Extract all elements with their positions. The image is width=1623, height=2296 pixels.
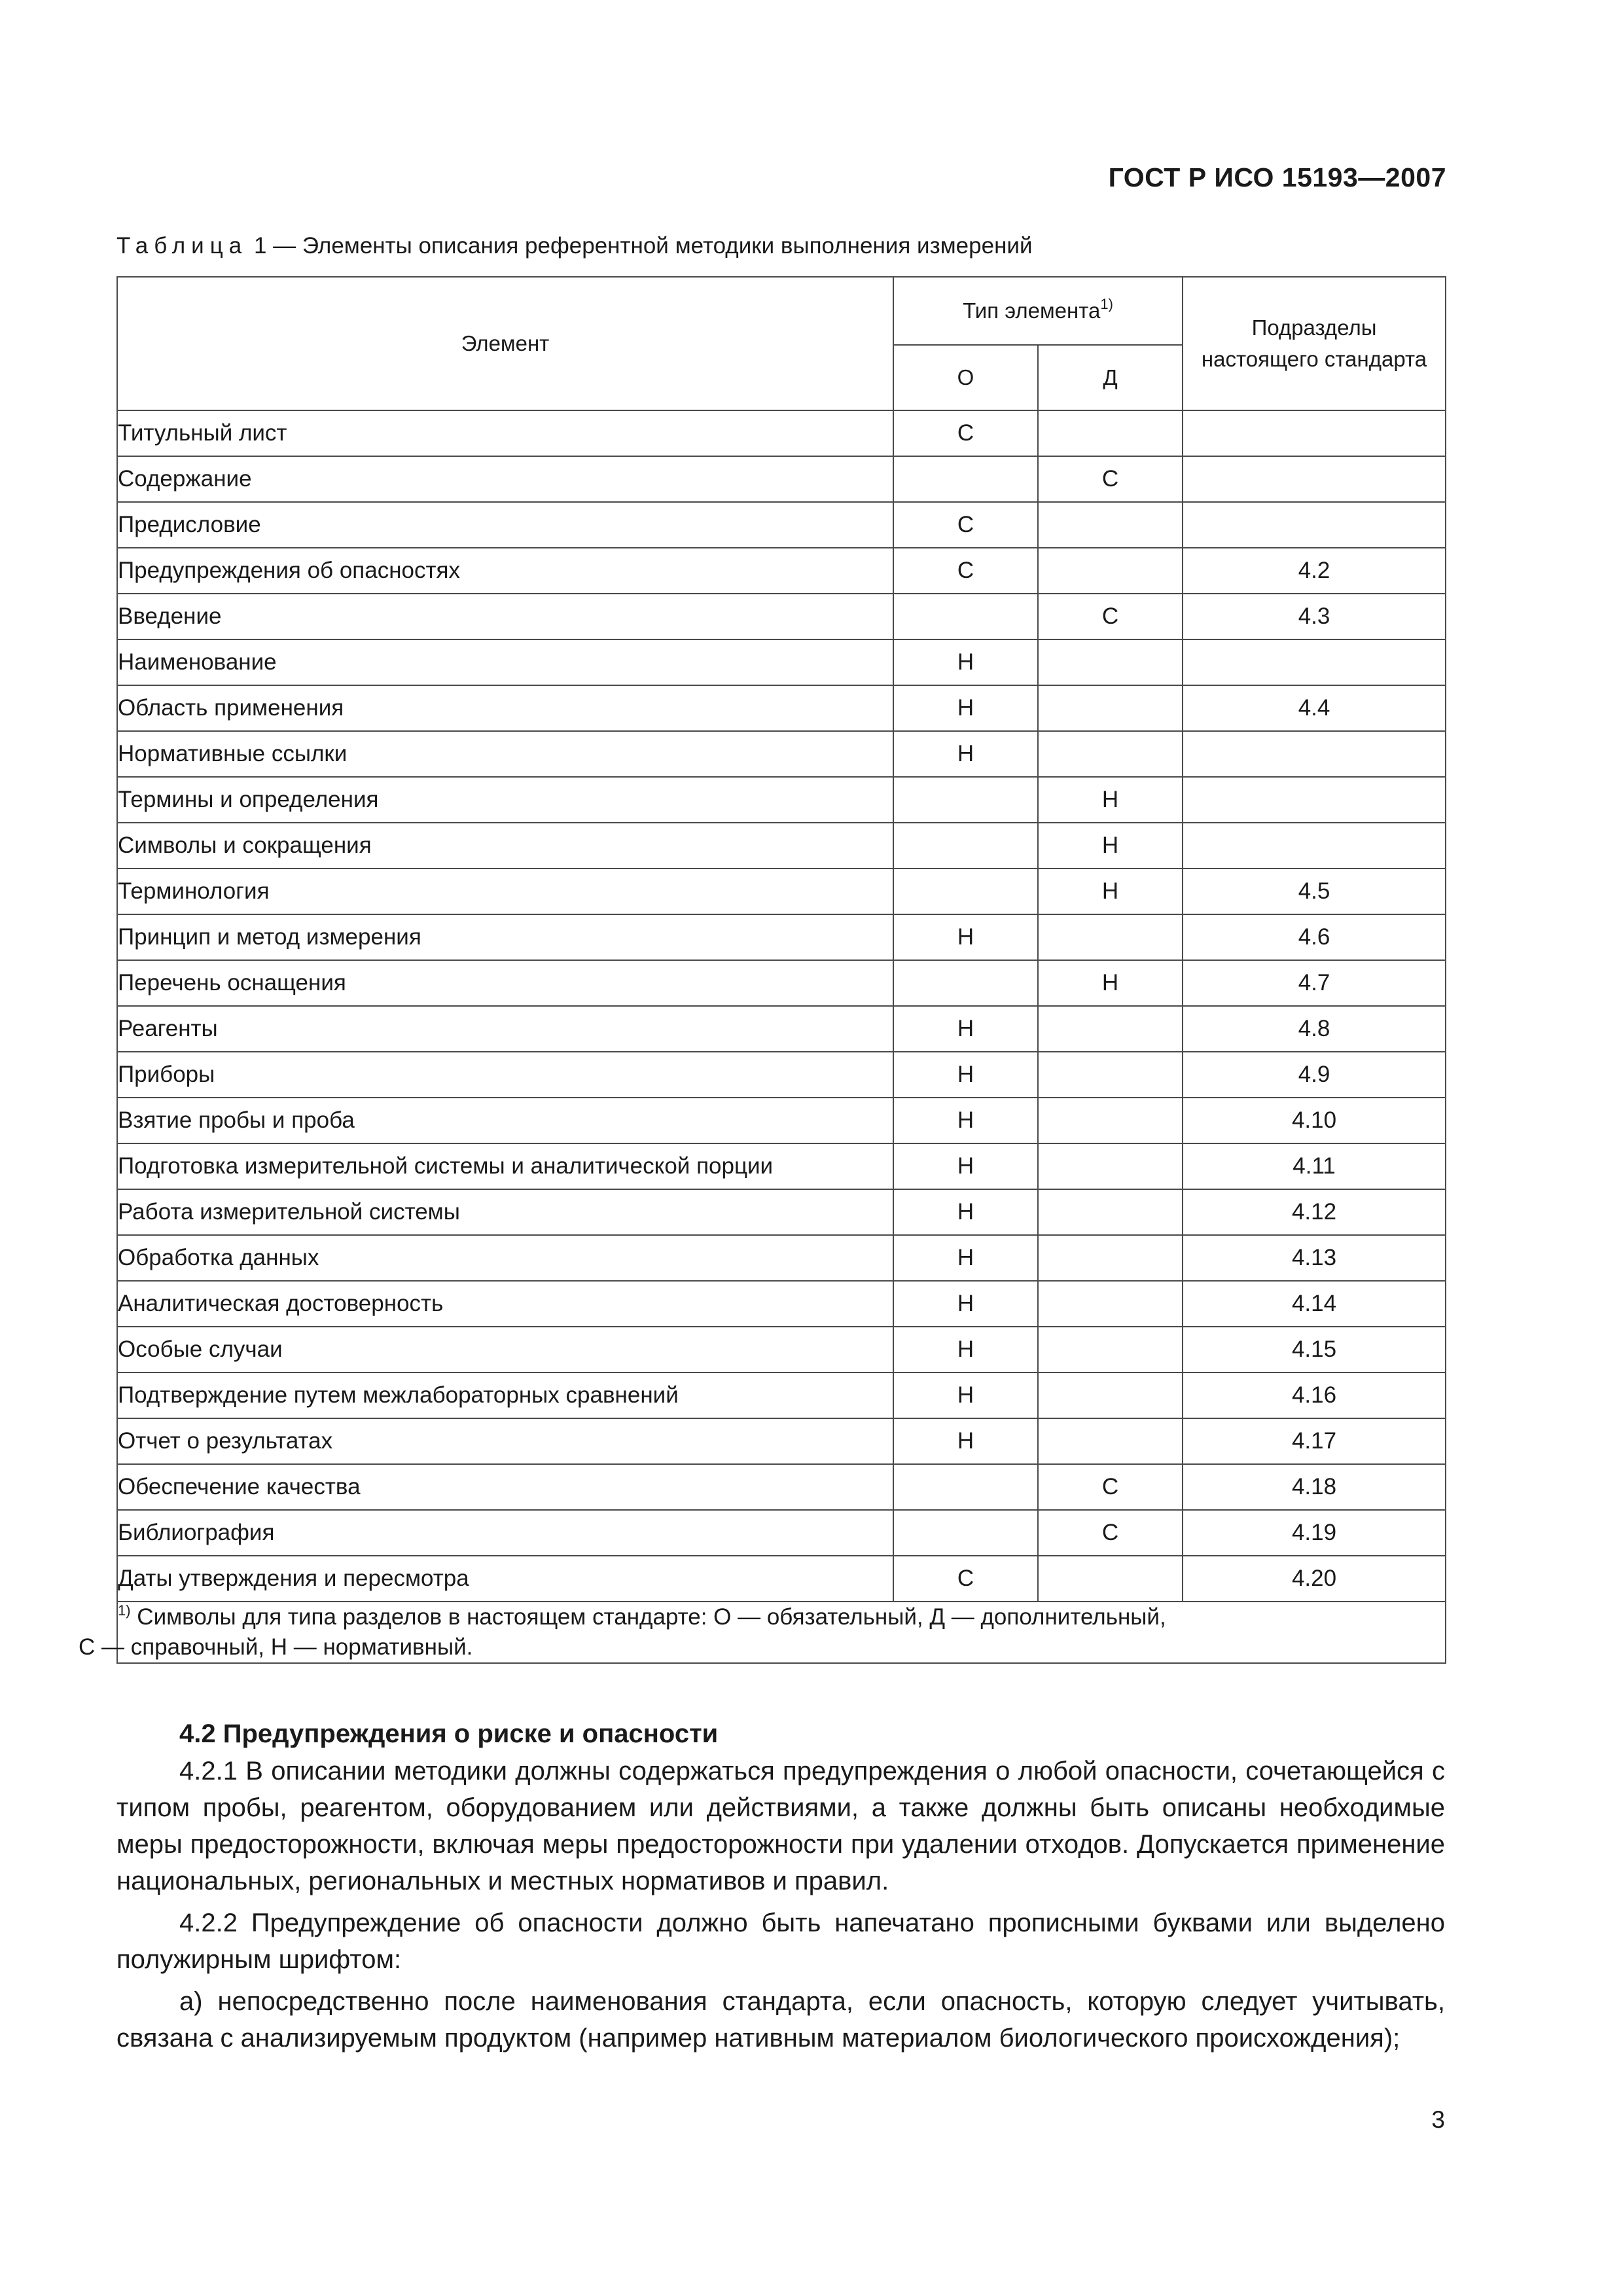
cell-type-o xyxy=(893,869,1038,914)
cell-subsection: 4.3 xyxy=(1183,594,1446,639)
cell-type-d: С xyxy=(1038,1510,1183,1556)
cell-type-d: Н xyxy=(1038,960,1183,1006)
elements-table xyxy=(79,276,1446,1664)
cell-element-name: Обеспечение качества xyxy=(117,1464,893,1510)
table-row xyxy=(117,1464,1446,1510)
cell-type-d xyxy=(1038,548,1183,594)
cell-subsection: 4.19 xyxy=(1183,1510,1446,1556)
cell-subsection xyxy=(1183,502,1446,548)
cell-type-d xyxy=(1038,1235,1183,1281)
cell-element-name: Титульный лист xyxy=(117,410,893,456)
cell-type-o: Н xyxy=(893,1143,1038,1189)
table-row xyxy=(117,456,1446,502)
table-row xyxy=(117,1006,1446,1052)
table-row xyxy=(117,823,1446,869)
table-caption xyxy=(116,233,1033,259)
cell-type-o: Н xyxy=(893,1189,1038,1235)
cell-type-o xyxy=(893,456,1038,502)
cell-type-o xyxy=(893,1464,1038,1510)
cell-type-d: С xyxy=(1038,594,1183,639)
section-4-2 xyxy=(116,1715,1445,2062)
cell-subsection xyxy=(1183,823,1446,869)
cell-subsection: 4.7 xyxy=(1183,960,1446,1006)
col-header-subsections xyxy=(1183,277,1446,410)
col-header-type: Тип элемента$^{1)}$ xyxy=(893,277,1183,345)
cell-type-d xyxy=(1038,1143,1183,1189)
table-row xyxy=(117,1281,1446,1327)
col-header-element: Элемент xyxy=(117,277,893,410)
cell-type-d xyxy=(1038,502,1183,548)
cell-type-o: Н xyxy=(893,1327,1038,1372)
cell-subsection: 4.6 xyxy=(1183,914,1446,960)
cell-element-name: Особые случаи xyxy=(117,1327,893,1372)
cell-subsection xyxy=(1183,456,1446,502)
cell-type-o xyxy=(893,777,1038,823)
cell-type-o: Н xyxy=(893,1372,1038,1418)
paragraph-4-2-2: 4.2.2 Предупреждение об опасности должно быть напечатано прописными буквами или выделено полужирным шрифтом: xyxy=(116,1909,1445,1974)
cell-subsection: 4.15 xyxy=(1183,1327,1446,1372)
cell-type-d xyxy=(1038,1327,1183,1372)
cell-type-d xyxy=(1038,1418,1183,1464)
cell-type-d xyxy=(1038,914,1183,960)
cell-type-o xyxy=(893,823,1038,869)
col-header-o: О xyxy=(893,345,1038,410)
cell-type-d xyxy=(1038,1189,1183,1235)
cell-type-o: Н xyxy=(893,1052,1038,1098)
cell-element-name: Подтверждение путем межлабораторных сравнений xyxy=(117,1372,893,1418)
cell-element-name: Содержание xyxy=(117,456,893,502)
cell-subsection xyxy=(1183,777,1446,823)
cell-element-name: Работа измерительной системы xyxy=(117,1189,893,1235)
cell-element-name: Даты утверждения и пересмотра xyxy=(117,1556,893,1602)
cell-subsection: 4.12 xyxy=(1183,1189,1446,1235)
cell-type-d xyxy=(1038,1556,1183,1602)
cell-type-o: Н xyxy=(893,1418,1038,1464)
cell-subsection xyxy=(1183,639,1446,685)
cell-type-o: С xyxy=(893,502,1038,548)
table-row xyxy=(117,594,1446,639)
cell-subsection xyxy=(1183,410,1446,456)
cell-type-o: Н xyxy=(893,1235,1038,1281)
table-row xyxy=(117,1418,1446,1464)
cell-element-name: Взятие пробы и проба xyxy=(117,1098,893,1143)
cell-type-o: С xyxy=(893,410,1038,456)
table-row xyxy=(117,1052,1446,1098)
cell-type-d xyxy=(1038,731,1183,777)
cell-type-d: Н xyxy=(1038,823,1183,869)
cell-element-name: Предисловие xyxy=(117,502,893,548)
cell-type-o: Н xyxy=(893,914,1038,960)
cell-element-name: Реагенты xyxy=(117,1006,893,1052)
col-header-d: Д xyxy=(1038,345,1183,410)
cell-element-name: Отчет о результатах xyxy=(117,1418,893,1464)
footnote-line1: Символы для типа разделов в настоящем стандарте: О — обязательный, Д — дополнительный, xyxy=(137,1604,1166,1630)
table-caption-number: 1 xyxy=(253,233,267,259)
table-row xyxy=(117,502,1446,548)
cell-type-d xyxy=(1038,1281,1183,1327)
cell-subsection: 4.20 xyxy=(1183,1556,1446,1602)
cell-type-d xyxy=(1038,1006,1183,1052)
cell-subsection: 4.4 xyxy=(1183,685,1446,731)
table-row xyxy=(117,1327,1446,1372)
section-title: 4.2 Предупреждения о риске и опасности xyxy=(179,1719,719,1748)
cell-type-d: Н xyxy=(1038,777,1183,823)
table-row xyxy=(117,1510,1446,1556)
cell-type-d xyxy=(1038,639,1183,685)
table-row xyxy=(117,1372,1446,1418)
cell-type-d xyxy=(1038,685,1183,731)
cell-element-name: Терминология xyxy=(117,869,893,914)
cell-element-name: Наименование xyxy=(117,639,893,685)
cell-element-name: Аналитическая достоверность xyxy=(117,1281,893,1327)
cell-type-o xyxy=(893,960,1038,1006)
cell-element-name: Принцип и метод измерения xyxy=(117,914,893,960)
cell-type-d: С xyxy=(1038,1464,1183,1510)
cell-subsection: 4.16 xyxy=(1183,1372,1446,1418)
cell-type-o: Н xyxy=(893,685,1038,731)
table-row xyxy=(117,731,1446,777)
cell-element-name: Термины и определения xyxy=(117,777,893,823)
cell-subsection: 4.9 xyxy=(1183,1052,1446,1098)
cell-subsection xyxy=(1183,731,1446,777)
cell-subsection: 4.2 xyxy=(1183,548,1446,594)
paragraph-item-a: а) непосредственно после наименования стандарта, если опасность, которую следует учитывать, связана с анализируемым продуктом (например нативным материалом биологического происхождения); xyxy=(116,1987,1445,2053)
cell-element-name: Обработка данных xyxy=(117,1235,893,1281)
cell-element-name: Введение xyxy=(117,594,893,639)
cell-type-o: Н xyxy=(893,1006,1038,1052)
cell-type-d: С xyxy=(1038,456,1183,502)
table-row xyxy=(117,410,1446,456)
cell-subsection: 4.14 xyxy=(1183,1281,1446,1327)
cell-element-name: Предупреждения об опасностях xyxy=(117,548,893,594)
cell-subsection: 4.13 xyxy=(1183,1235,1446,1281)
cell-subsection: 4.5 xyxy=(1183,869,1446,914)
paragraph-4-2-1: 4.2.1 В описании методики должны содержаться предупреждения о любой опасности, сочетающейся с типом пробы, реагентом, оборудованием или действиями, а также должны быть описаны необходимые меры предосторожности, включая меры предосторожности при удалении отходов. Допускается применение национальных, региональных и местных нормативов и правил. xyxy=(116,1757,1445,1895)
table-row xyxy=(117,639,1446,685)
cell-subsection: 4.18 xyxy=(1183,1464,1446,1510)
table-row xyxy=(117,548,1446,594)
table-row xyxy=(117,960,1446,1006)
table-caption-prefix: Таблица xyxy=(116,233,248,259)
cell-type-d xyxy=(1038,1052,1183,1098)
col-header-sub-line2: настоящего стандарта xyxy=(1201,347,1427,371)
cell-type-d xyxy=(1038,410,1183,456)
cell-subsection: 4.17 xyxy=(1183,1418,1446,1464)
cell-type-d xyxy=(1038,1098,1183,1143)
cell-element-name: Подготовка измерительной системы и аналитической порции xyxy=(117,1143,893,1189)
table-row xyxy=(117,777,1446,823)
table-row xyxy=(117,1235,1446,1281)
page-number: 3 xyxy=(1431,2106,1445,2133)
cell-type-o: Н xyxy=(893,1281,1038,1327)
table-row xyxy=(117,914,1446,960)
cell-element-name: Область применения xyxy=(117,685,893,731)
cell-subsection: 4.8 xyxy=(1183,1006,1446,1052)
cell-type-d xyxy=(1038,1372,1183,1418)
footnote-line2: С — справочный, Н — нормативный. xyxy=(79,1634,473,1660)
table-caption-text: — Элементы описания референтной методики выполнения измерений xyxy=(273,233,1033,259)
cell-element-name: Библиография xyxy=(117,1510,893,1556)
cell-type-o: С xyxy=(893,1556,1038,1602)
table-row xyxy=(117,869,1446,914)
cell-type-o: Н xyxy=(893,731,1038,777)
cell-subsection: 4.11 xyxy=(1183,1143,1446,1189)
footnote-sup: 1) xyxy=(118,1602,131,1619)
table-row xyxy=(117,1556,1446,1602)
cell-type-o: С xyxy=(893,548,1038,594)
table-footnote xyxy=(79,1602,1446,1663)
col-header-type-sup: 1) xyxy=(1100,296,1113,312)
table-body xyxy=(117,410,1446,1602)
cell-type-d: Н xyxy=(1038,869,1183,914)
table-row xyxy=(117,685,1446,731)
cell-element-name: Символы и сокращения xyxy=(117,823,893,869)
cell-element-name: Нормативные ссылки xyxy=(117,731,893,777)
cell-type-o: Н xyxy=(893,1098,1038,1143)
cell-subsection: 4.10 xyxy=(1183,1098,1446,1143)
cell-type-o xyxy=(893,594,1038,639)
document-code: ГОСТ Р ИСО 15193—2007 xyxy=(1108,162,1446,192)
cell-type-o: Н xyxy=(893,639,1038,685)
cell-type-o xyxy=(893,1510,1038,1556)
table-row xyxy=(117,1189,1446,1235)
table-row xyxy=(117,1143,1446,1189)
cell-element-name: Приборы xyxy=(117,1052,893,1098)
table-row xyxy=(117,1098,1446,1143)
col-header-sub-line1: Подразделы xyxy=(1251,315,1377,340)
cell-element-name: Перечень оснащения xyxy=(117,960,893,1006)
